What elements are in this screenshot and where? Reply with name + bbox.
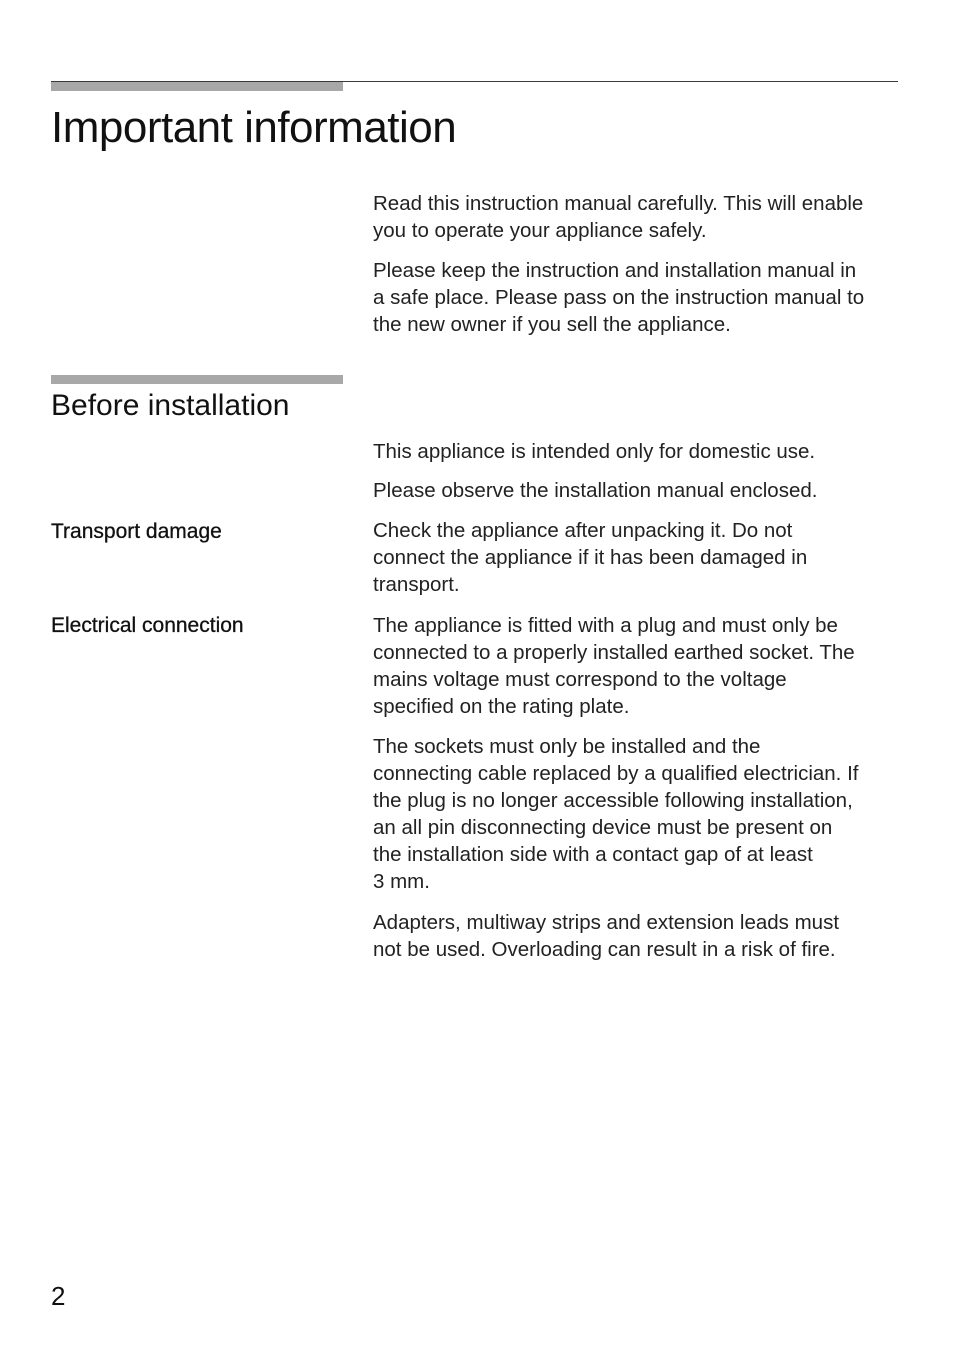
text-line: the new owner if you sell the appliance. xyxy=(373,313,731,336)
transport-damage-paragraph xyxy=(373,517,903,598)
intro-paragraph-2 xyxy=(373,257,903,338)
section-accent-bar xyxy=(51,375,343,384)
text-line: The sockets must only be installed and the xyxy=(373,735,761,758)
text-line: connecting cable replaced by a qualified electrician. If xyxy=(373,762,859,785)
section-heading-before-installation: Before installation xyxy=(51,389,290,422)
text-line: This appliance is intended only for domestic use. xyxy=(373,440,816,463)
installation-manual-paragraph xyxy=(373,477,903,504)
electrical-connection-paragraph-1 xyxy=(373,612,903,720)
text-line: mains voltage must correspond to the voltage xyxy=(373,668,787,691)
text-line: the installation side with a contact gap of at least xyxy=(373,843,813,866)
text-line: specified on the rating plate. xyxy=(373,695,630,718)
text-line: The appliance is fitted with a plug and must only be xyxy=(373,614,838,637)
page-title: Important information xyxy=(51,103,457,152)
text-line: transport. xyxy=(373,573,460,596)
electrical-connection-paragraph-2 xyxy=(373,733,903,895)
text-line: connected to a properly installed earthed socket. The xyxy=(373,641,855,664)
text-line: a safe place. Please pass on the instruction manual to xyxy=(373,286,865,309)
intro-paragraph-1 xyxy=(373,190,903,244)
text-line: you to operate your appliance safely. xyxy=(373,219,707,242)
text-line: connect the appliance if it has been damaged in xyxy=(373,546,808,569)
text-line: Please keep the instruction and installation manual in xyxy=(373,259,857,282)
text-line: Read this instruction manual carefully. This will enable xyxy=(373,192,864,215)
text-line: Please observe the installation manual enclosed. xyxy=(373,479,818,502)
electrical-connection-paragraph-3 xyxy=(373,909,903,963)
text-line: the plug is no longer accessible following installation, xyxy=(373,789,853,812)
page-number: 2 xyxy=(51,1281,66,1311)
text-line: 3 mm. xyxy=(373,870,430,893)
text-line: Check the appliance after unpacking it. Do not xyxy=(373,519,793,542)
domestic-use-paragraph xyxy=(373,438,903,465)
text-line: not be used. Overloading can result in a risk of fire. xyxy=(373,938,836,961)
text-line: Adapters, multiway strips and extension leads must xyxy=(373,911,840,934)
transport-damage-label: Transport damage xyxy=(51,520,222,543)
electrical-connection-label: Electrical connection xyxy=(51,614,244,637)
text-line: an all pin disconnecting device must be present on xyxy=(373,816,833,839)
header-accent-bar xyxy=(51,82,343,91)
